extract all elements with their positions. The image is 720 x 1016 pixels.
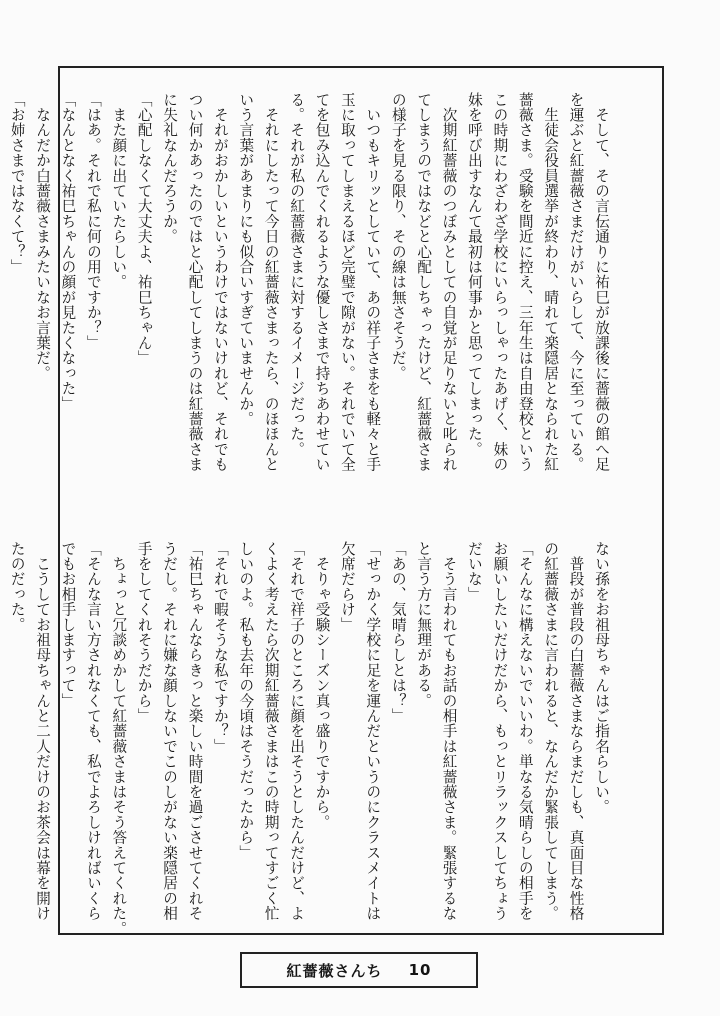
text-line: この時期にわざわざ学校にいらっしゃったあげく、妹の [491, 92, 509, 472]
text-line: 「そんな言い方されなくても、私でよろしければいくら [84, 541, 102, 921]
text-line: くよく考えたら次期紅薔薇さまはこの時期ってすごく忙 [262, 541, 280, 921]
text-line: 次期紅薔薇のつぼみとしての自覚が足りないと叱られ [440, 92, 458, 472]
text-line: を運ぶと紅薔薇さまだけがいらして、今に至っている。 [567, 92, 585, 472]
text-line: ない孫をお祖母ちゃんはご指名らしい。 [593, 541, 610, 815]
text-line: 妹を呼び出すなんて最初は何事かと思ってしまった。 [465, 92, 483, 457]
text-line: 欠席だらけ」 [338, 541, 356, 633]
bottom-text-block [8, 541, 614, 937]
text-line [0, 541, 4, 918]
text-line: そりゃ受験シーズン真っ盛りですから。 [313, 541, 331, 830]
text-line: そして、その言伝通りに祐巳が放課後に薔薇の館へ足 [593, 92, 610, 472]
text-line: 「なんとなく祐巳ちゃんの顔が見たくなった」 [59, 92, 77, 412]
text-line: てしまうのではなどと心配しちゃったけど、紅薔薇さま [415, 92, 433, 472]
page-footer [240, 952, 478, 988]
text-line: 「お姉さまではなくて？」 [8, 92, 26, 275]
book-title: 紅薔薇さんち [286, 961, 383, 980]
text-line: の様子を見る限り、その線は無さそうだ。 [389, 92, 407, 381]
text-line: こうしてお祖母ちゃんと二人だけのお茶会は幕を開け [34, 541, 52, 921]
text-line: 「それで祥子のところに顔を出そうとしたんだけど、よ [288, 541, 306, 921]
text-line: 「はあ。それで私に何の用ですか？」 [84, 92, 102, 351]
text-line: なんだか白薔薇さまみたいなお言葉だ。 [34, 92, 52, 381]
text-line: だいな」 [465, 541, 483, 602]
text-line: てを包み込んでくれるような優しさまで持ちあわせてい [313, 92, 331, 472]
text-line: うだし。それに嫌な顔しないでこのしがない楽隠居の相 [161, 541, 179, 921]
text-line: 「あの、気晴らしとは？」 [389, 541, 407, 724]
text-line: の紅薔薇さまに言われると、なんだか緊張してしまう。 [542, 541, 560, 921]
text-line: そう言われてもお話の相手は紅薔薇さま。緊張するな [440, 541, 458, 921]
top-text-block [8, 92, 614, 472]
text-line: たのだった。 [8, 541, 26, 633]
text-line: それがおかしいというわけではないけれど、それでも [211, 92, 229, 472]
text-line: 普段が普段の白薔薇さまならまだしも、真面目な性格 [567, 541, 585, 921]
text-line: 薔薇さま。受験を間近に控え、三年生は自由登校という [516, 92, 534, 472]
text-line: それにしたって今日の紅薔薇さまったら、のほほんと [262, 92, 280, 472]
text-line: 「それで暇そうな私ですか？」 [211, 541, 229, 754]
text-line: 手をしてくれそうだから」 [135, 541, 153, 724]
text-line: つい何かあったのではと心配してしまうのは紅薔薇さま [186, 92, 204, 472]
text-line: いつもキリッとしていて、あの祥子さまをも軽々と手 [364, 92, 382, 472]
text-line: 「そんなに構えないでいいわ。単なる気晴らしの相手を [516, 541, 534, 921]
text-line: 「心配しなくて大丈夫よ、祐巳ちゃん」 [135, 92, 153, 366]
text-line: に失礼なんだろうか。 [161, 92, 179, 244]
text-line: 玉に取ってしまえるほど完璧で隙がない。それでいて全 [338, 92, 356, 472]
text-line: 「せっかく学校に足を運んだというのにクラスメイトは [364, 541, 382, 921]
text-line: 「祐巳ちゃんならきっと楽しい時間を過ごさせてくれそ [186, 541, 204, 921]
page-number: 10 [408, 961, 432, 979]
text-line: 生徒会役員選挙が終わり、晴れて楽隠居となられた紅 [542, 92, 560, 472]
text-line: また顔に出ていたらしい。 [110, 92, 128, 290]
text-line: ちょっと冗談めかして紅薔薇さまはそう答えてくれた。 [110, 541, 128, 937]
text-line: いう言葉があまりにも似合いすぎていませんか。 [237, 92, 255, 427]
text-line: お願いしたいだけだから、もっとリラックスしてちょう [491, 541, 509, 921]
text-line [0, 92, 4, 472]
text-line: でもお相手しますって」 [59, 541, 77, 709]
text-line: る。それが私の紅薔薇さまに対するイメージだった。 [288, 92, 306, 457]
text-line: しいのよ。私も去年の今頃はそうだったから」 [237, 541, 255, 861]
text-line: と言う方に無理がある。 [415, 541, 433, 709]
